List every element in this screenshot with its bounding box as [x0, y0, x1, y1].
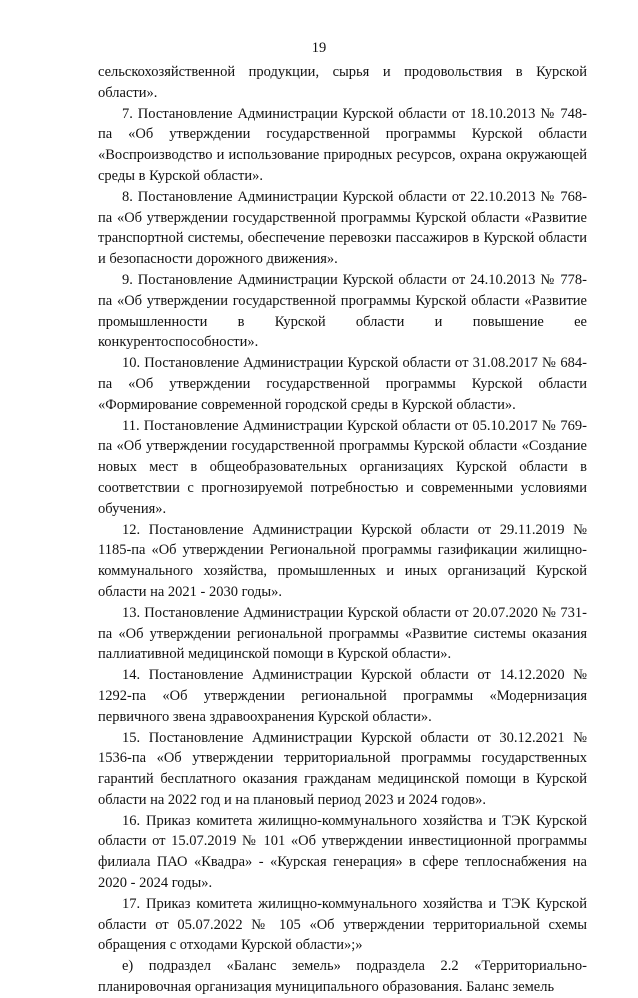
paragraph-item-16: 16. Приказ комитета жилищно-коммунального хозяйства и ТЭК Курской области от 15.07.2019 № 101 «Об утверждении инвестиционной программы филиала ПАО «Квадра» - «Курская генерация» в сфере теплоснабжения на 2020 - 2024 годы».	[98, 812, 587, 892]
paragraph-subsection-e: е) подраздел «Баланс земель» подраздела 2.2 «Территориально-планировочная организация муниципального образования. Баланс земель	[98, 958, 587, 996]
paragraph-item-11: 11. Постановление Администрации Курской области от 05.10.2017 № 769-па «Об утверждении государственной программы Курской области «Создание новых мест в общеобразовательных организациях Курской области в соответствии с прогнозируемой потребностью и современными условиями обучения».	[98, 417, 587, 517]
paragraph-item-15: 15. Постановление Администрации Курской области от 30.12.2021 № 1536-па «Об утверждении территориальной программы государственных гарантий бесплатного оказания гражданам медицинской помощи в Курской области на 2022 год и на плановый период 2023 и 2024 годов».	[98, 729, 587, 808]
paragraph-item-7: 7. Постановление Администрации Курской области от 18.10.2013 № 748-па «Об утверждении государственной программы Курской области «Воспроизводство и использование природных ресурсов, охрана окружающей среды в Курской области».	[98, 105, 587, 184]
paragraph-item-8: 8. Постановление Администрации Курской области от 22.10.2013 № 768-па «Об утверждении государственной программы Курской области «Развитие транспортной системы, обеспечение перевозки пассажиров в Курской области и безопасности дорожного движения».	[98, 188, 587, 268]
paragraph-item-14: 14. Постановление Администрации Курской области от 14.12.2020 № 1292-па «Об утверждении региональной программы «Модернизация первичного звена здравоохранения Курской области».	[98, 667, 587, 725]
paragraph-item-12: 12. Постановление Администрации Курской области от 29.11.2019 № 1185-па «Об утверждении Региональной программы газификации жилищно-коммунального хозяйства, промышленных и иных организаций Курской области на 2021 - 2030 годы».	[98, 521, 587, 600]
paragraph-item-17: 17. Приказ комитета жилищно-коммунального хозяйства и ТЭК Курской области от 05.07.2022 № 105 «Об утверждении территориальной схемы обращения с отходами Курской области»;»	[98, 895, 587, 954]
paragraph-item-10: 10. Постановление Администрации Курской области от 31.08.2017 № 684-па «Об утверждении государственной программы Курской области «Формирование современной городской среды в Курской области».	[98, 355, 587, 413]
paragraph-item-13: 13. Постановление Администрации Курской области от 20.07.2020 № 731-па «Об утверждении региональной программы «Развитие системы оказания паллиативной медицинской помощи в Курской области».	[98, 604, 587, 663]
document-body	[98, 62, 587, 998]
page-number: 19	[311, 40, 327, 56]
paragraph-item-9: 9. Постановление Администрации Курской области от 24.10.2013 № 778-па «Об утверждении государственной программы Курской области «Развитие промышленности в Курской области и повышение ее конкурентоспособности».	[98, 271, 587, 351]
paragraph-continuation: сельскохозяйственной продукции, сырья и продовольствия в Курской области».	[98, 64, 587, 101]
